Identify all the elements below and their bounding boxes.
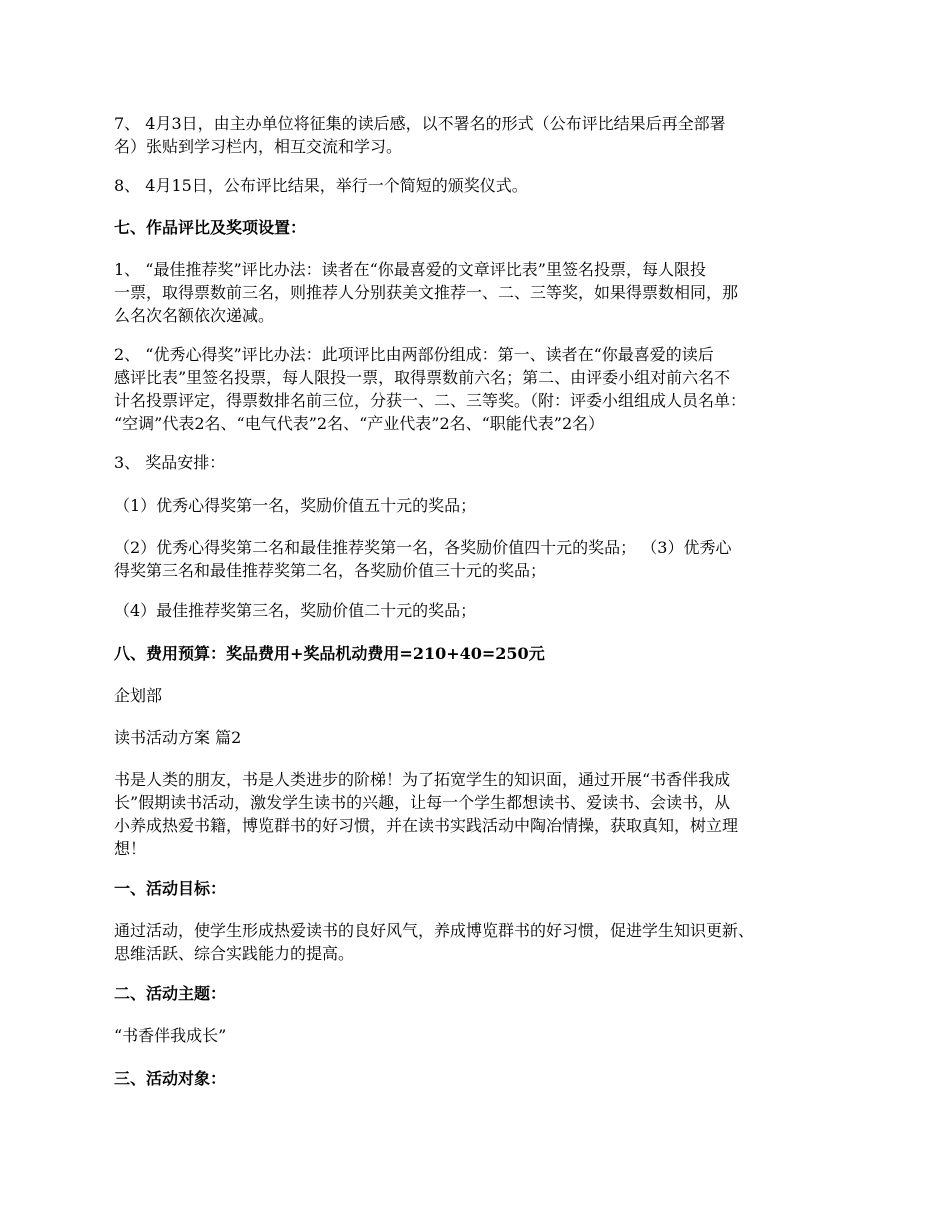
- paragraph-item-7: 7、 4月3日，由主办单位将征集的读后感，以不署名的形式（公布评比结果后再全部署 名）张贴到学习栏内，相互交流和学习。: [114, 114, 726, 156]
- award-rule-1: 1、 “最佳推荐奖”评比办法：读者在“你最喜爱的文章评比表”里签名投票，每人限投 一票，取得票数前三名，则推荐人分别获美文推荐一、二、三等奖，如果得票数相同，那 么名次名额依次递减。: [114, 260, 739, 325]
- prize-item-1: （1）优秀心得奖第一名，奖励价值五十元的奖品；: [114, 496, 477, 515]
- intro-paragraph: 书是人类的朋友，书是人类进步的阶梯！为了拓宽学生的知识面，通过开展“书香伴我成 长”假期读书活动，激发学生读书的兴趣，让每一个学生都想读书、爱读书、会读书，从 小养成热爱书籍，博览群书的好习惯，并在读书实践活动中陶冶情操，获取真知，树立理 想！: [114, 770, 739, 858]
- theme-text: “书香伴我成长”: [114, 1026, 227, 1045]
- prize-item-2-3: （2）优秀心得奖第二名和最佳推荐奖第一名，各奖励价值四十元的奖品； （3）优秀心 得奖第三名和最佳推荐奖第二名，各奖励价值三十元的奖品；: [114, 538, 732, 580]
- award-rule-2: 2、 “优秀心得奖”评比办法：此项评比由两部份组成：第一、读者在“你最喜爱的读后 感评比表”里签名投票，每人限投一票，取得票数前六名；第二、由评委小组对前六名不 计名投票评定，得票数排名前三位，分获一、二、三等奖。（附：评委小组组成人员名单： “空调”代表2名、“电气代表”2名、“产业代表”2名、“职能代表”2名）: [114, 345, 747, 433]
- plan-title-2: 读书活动方案 篇2: [114, 728, 242, 747]
- section-heading-7: 七、作品评比及奖项设置：: [114, 218, 307, 237]
- goal-text: 通过活动，使学生形成热爱读书的良好风气，养成博览群书的好习惯，促进学生知识更新、 思维活跃、综合实践能力的提高。: [114, 921, 755, 963]
- section-heading-8: 八、费用预算：奖品费用+奖品机动费用=210+40=250元: [114, 644, 545, 663]
- award-rule-3: 3、 奖品安排：: [114, 453, 226, 472]
- section-heading-theme: 二、活动主题：: [114, 984, 227, 1003]
- prize-item-4: （4）最佳推荐奖第三名，奖励价值二十元的奖品；: [114, 601, 477, 620]
- section-heading-goal: 一、活动目标：: [114, 879, 227, 898]
- paragraph-item-8: 8、 4月15日，公布评比结果，举行一个简短的颁奖仪式。: [114, 176, 528, 195]
- section-heading-audience: 三、活动对象：: [114, 1069, 227, 1088]
- department-name: 企划部: [114, 686, 163, 705]
